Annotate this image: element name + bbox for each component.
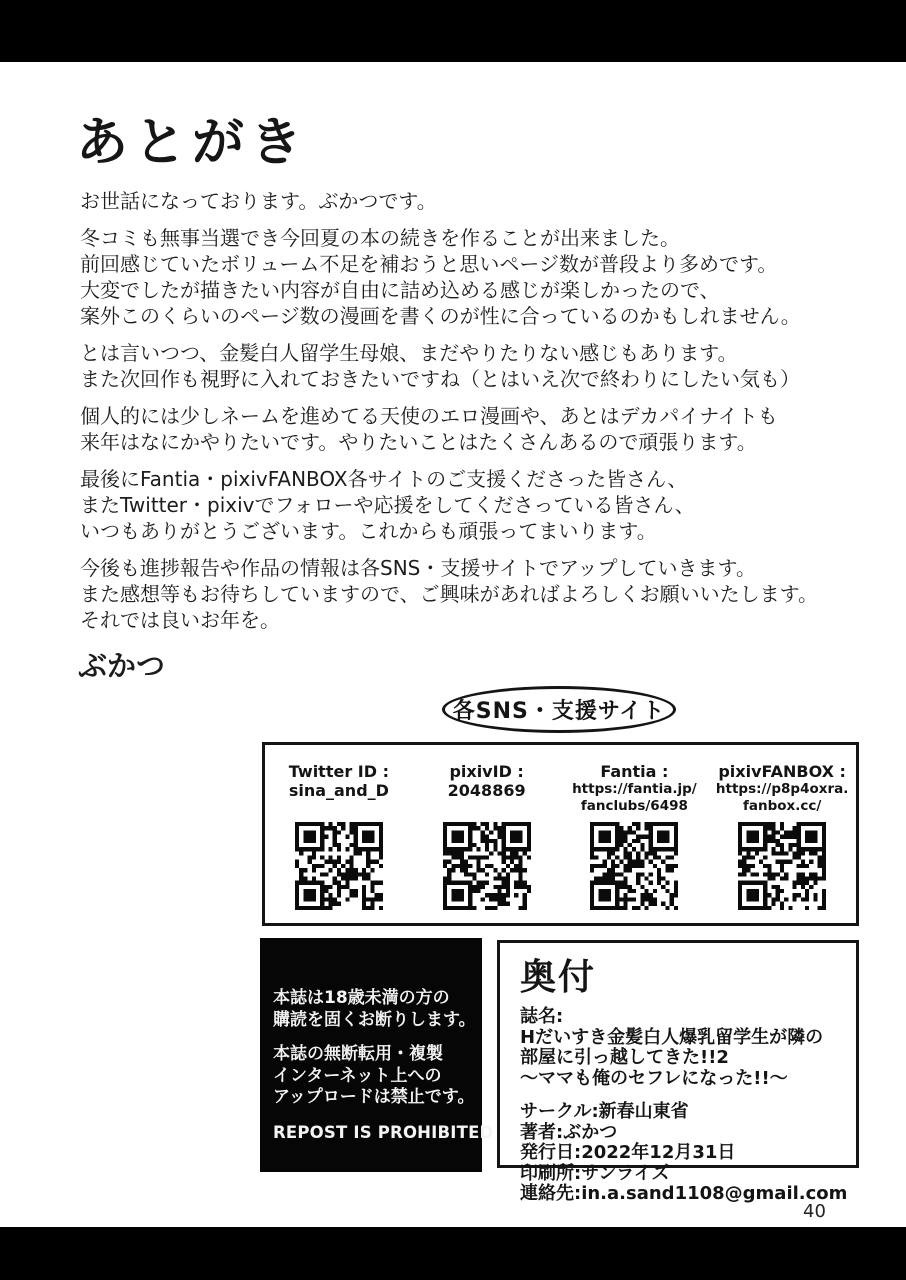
afterword-line: またTwitter・pixivでフォローや応援をしてくださっている皆さん、: [80, 493, 695, 517]
afterword-body: [80, 188, 870, 644]
colophon-title-line: Hだいすき金髪白人爆乳留学生が隣の: [520, 1026, 824, 1048]
colophon-title-line: ～ママも俺のセフレになった!!～: [520, 1067, 788, 1089]
sns-url-line: fanclubs/6498: [580, 798, 688, 814]
afterword-line: 大変でしたが描きたい内容が自由に詰め込める感じが楽しかったので、: [80, 278, 720, 302]
paragraph: [80, 188, 870, 214]
page-title: あとがき: [76, 113, 309, 173]
qr-code-icon: [590, 822, 678, 910]
colophon-printer-line: 印刷所:サンライズ: [520, 1162, 670, 1184]
colophon-date-line: 発行日:2022年12月31日: [520, 1142, 736, 1163]
sns-label-line: pixivID :: [449, 762, 524, 781]
qr-code-icon: [443, 822, 531, 910]
afterword-line: とは言いつつ、金髪白人留学生母娘、まだやりたりない感じもあります。: [80, 341, 738, 365]
notice-line: 本誌の無断転用・複製: [273, 1044, 443, 1064]
paragraph: [80, 340, 870, 392]
afterword-line: それでは良いお年を。: [80, 608, 280, 632]
colophon-title-line: 部屋に引っ越してきた!!2: [520, 1047, 729, 1068]
sns-label-line: pixivFANBOX :: [718, 762, 846, 781]
sns-label: [265, 762, 413, 818]
sns-column-pixiv: [413, 762, 561, 923]
sns-url-line: https://fantia.jp/: [572, 781, 697, 797]
age-restriction-notice: [260, 938, 494, 1172]
sns-column-twitter: [265, 762, 413, 923]
repost-prohibited-line: REPOST IS PROHIBITED: [273, 1122, 494, 1142]
afterword-line: いつもありがとうございます。これからも頑張ってまいります。: [80, 519, 657, 543]
paragraph: [80, 403, 870, 455]
afterword-line: また次回作も視野に入れておきたいですね（とはいえ次で終わりにしたい気も）: [80, 367, 800, 391]
sns-label-line: 2048869: [447, 781, 526, 800]
notice-line: インターネット上への: [273, 1065, 442, 1086]
sns-label-line: Fantia :: [600, 762, 669, 781]
sns-label: [561, 762, 709, 818]
sns-url-line: https://p8p4oxra.: [715, 781, 849, 797]
colophon-author-line: 著者:ぶかつ: [520, 1121, 618, 1143]
colophon-heading: 奥付: [520, 957, 597, 998]
colophon-details: [520, 1102, 848, 1205]
afterword-line: 前回感じていたボリューム不足を補おうと思いページ数が普段より多めです。: [80, 252, 778, 276]
colophon-contact-line: 連絡先:in.a.sand1108@gmail.com: [520, 1183, 848, 1204]
sns-heading-label: 各SNS・支援サイト: [452, 699, 666, 724]
sns-column-fantia: [561, 762, 709, 923]
notice-line: アップロードは禁止です。: [273, 1087, 475, 1107]
colophon-title-block: [520, 1007, 848, 1089]
colophon-box: [497, 940, 859, 1204]
page-number: 40: [803, 1201, 826, 1222]
paragraph: [80, 555, 870, 633]
colophon-circle-line: サークル:新春山東省: [520, 1101, 689, 1122]
top-crop-bar: [0, 0, 906, 62]
afterword-line: 来年はなにかやりたいです。やりたいことはたくさんあるので頑張ります。: [80, 430, 757, 454]
sns-url-line: fanbox.cc/: [742, 798, 822, 814]
qr-code-icon: [295, 822, 383, 910]
author-signature: ぶかつ: [78, 649, 166, 683]
paragraph: [80, 466, 870, 544]
afterword-line: 今後も進捗報告や作品の情報は各SNS・支援サイトでアップしていきます。: [80, 556, 756, 580]
notice-line: 購読を固くお断りします。: [273, 1009, 476, 1030]
sns-label-line: sina_and_D: [288, 781, 389, 800]
afterword-line: お世話になっております。ぶかつです。: [80, 189, 437, 213]
qr-code-icon: [738, 822, 826, 910]
afterword-line: 案外このくらいのページ数の漫画を書くのが性に合っているのかもしれません。: [80, 304, 801, 328]
colophon-title-label: 誌名:: [520, 1006, 564, 1027]
afterword-line: 個人的には少しネームを進めてる天使のエロ漫画や、あとはデカパイナイトも: [80, 404, 778, 428]
sns-column-fanbox: [708, 762, 856, 923]
sns-section-heading: [442, 686, 676, 733]
paragraph: [80, 225, 870, 329]
afterword-line: また感想等もお待ちしていますので、ご興味があればよろしくお願いいたします。: [80, 582, 818, 606]
afterword-line: 最後にFantia・pixivFANBOX各サイトのご支援くださった皆さん、: [80, 467, 688, 491]
sns-links-box: [262, 742, 859, 926]
afterword-line: 冬コミも無事当選でき今回夏の本の続きを作ることが出来ました。: [80, 226, 680, 250]
notice-line: 本誌は18歳未満の方の: [273, 988, 450, 1008]
bottom-crop-bar: [0, 1227, 906, 1280]
sns-label: [413, 762, 561, 818]
sns-label-line: Twitter ID :: [288, 762, 389, 781]
sns-label: [708, 762, 856, 818]
